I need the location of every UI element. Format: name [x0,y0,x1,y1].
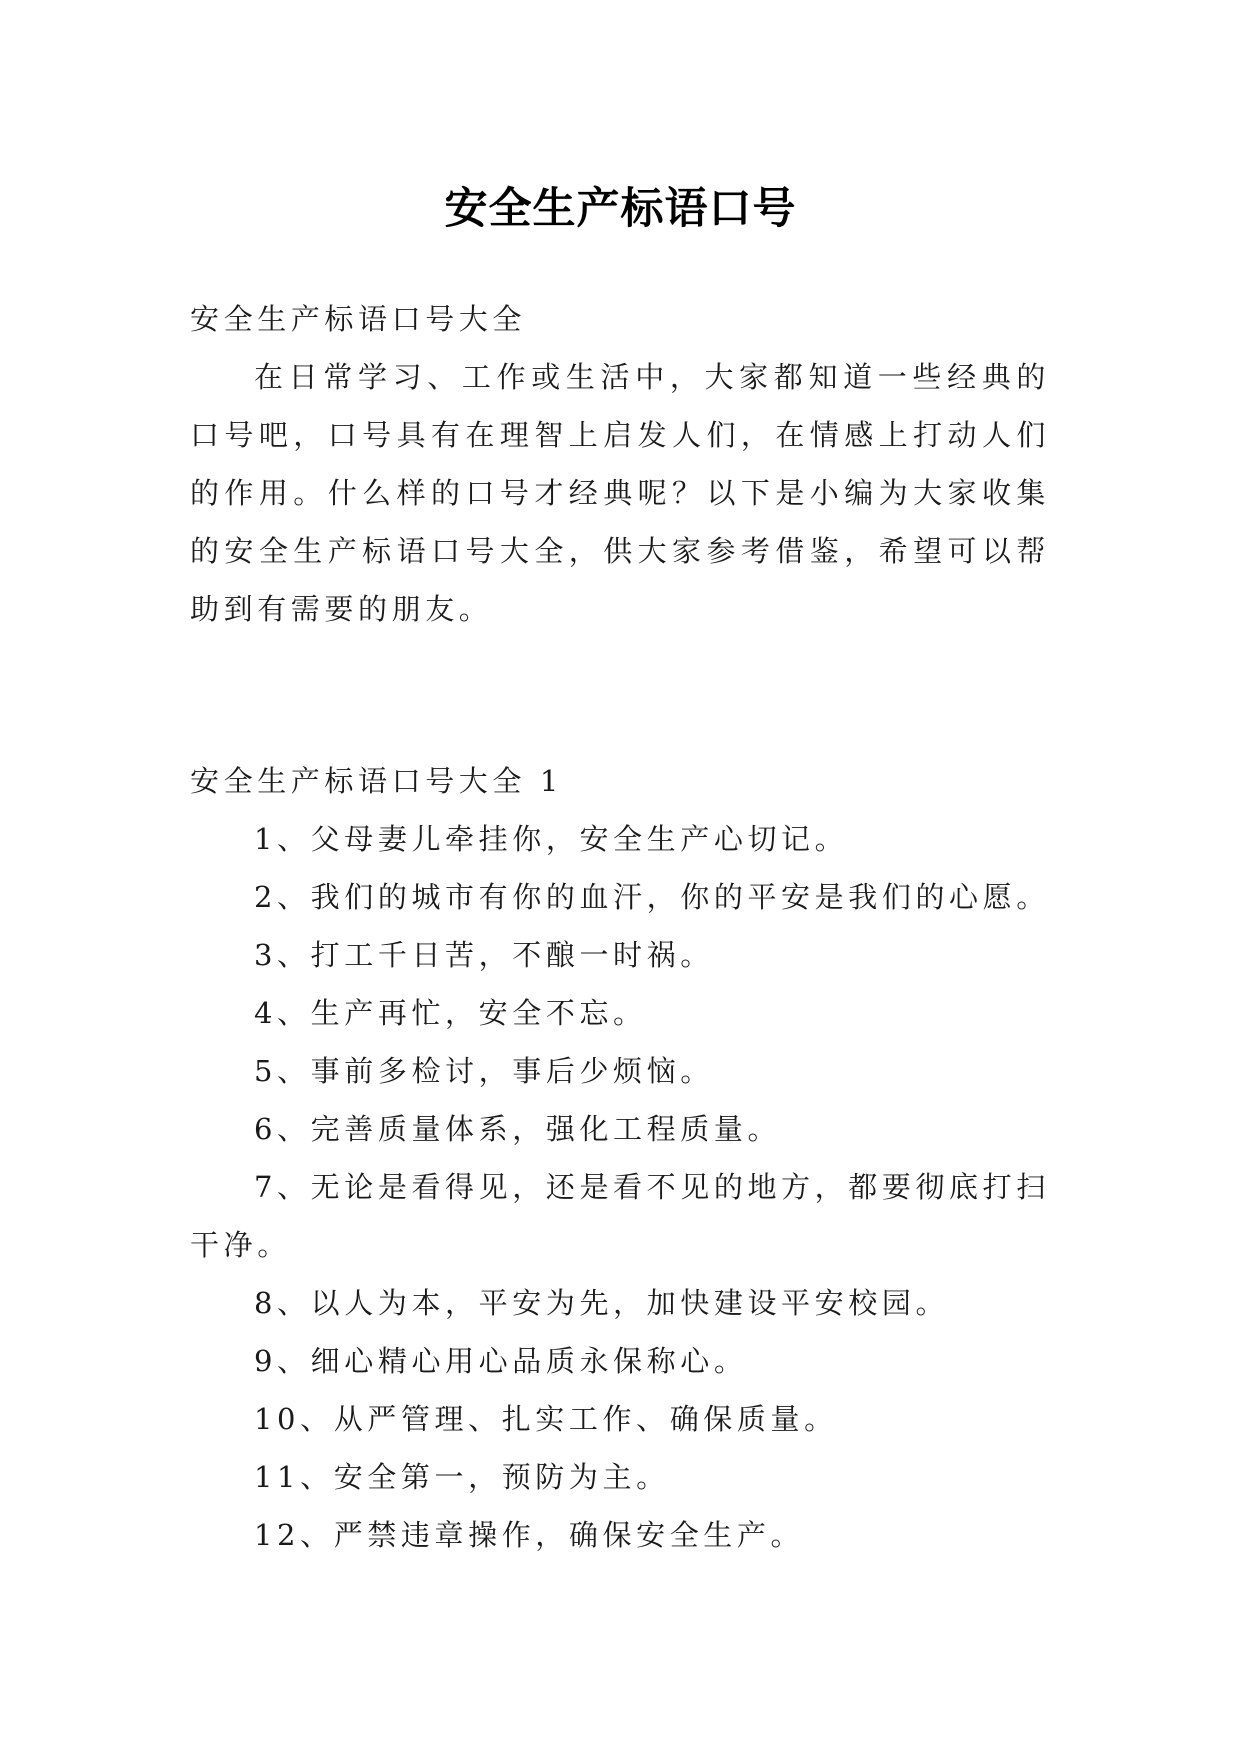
slogan-item: 1、父母妻儿牵挂你，安全生产心切记。 [254,822,849,856]
slogan-item: 9、细心精心用心品质永保称心。 [254,1344,748,1378]
slogan-item: 8、以人为本，平安为先，加快建设平安校园。 [254,1286,950,1320]
slogan-item: 7、无论是看得见，还是看不见的地方，都要彻底打扫干净。 [190,1170,1050,1262]
slogan-section-1 [190,752,1050,1564]
intro-section [190,290,1050,638]
slogan-item: 6、完善质量体系，强化工程质量。 [254,1112,782,1146]
slogan-item: 2、我们的城市有你的血汗，你的平安是我们的心愿。 [254,880,1050,914]
slogan-item: 5、事前多检讨，事后少烦恼。 [254,1054,714,1088]
section-1-heading: 安全生产标语口号大全 1 [190,764,563,798]
slogan-item: 11、安全第一，预防为主。 [254,1460,670,1494]
slogan-item: 12、严禁违章操作，确保安全生产。 [254,1518,805,1552]
slogan-item: 10、从严管理、扎实工作、确保质量。 [254,1402,838,1436]
slogan-item: 3、打工千日苦，不酿一时祸。 [254,938,714,972]
intro-paragraph: 在日常学习、工作或生活中，大家都知道一些经典的口号吧，口号具有在理智上启发人们，在情感上打动人们的作用。什么样的口号才经典呢？以下是小编为大家收集的安全生产标语口号大全，供大家参考借鉴，希望可以帮助到有需要的朋友。 [190,360,1050,626]
slogan-item: 4、生产再忙，安全不忘。 [254,996,647,1030]
intro-heading: 安全生产标语口号大全 [190,302,527,336]
document-title: 安全生产标语口号 [444,183,797,234]
